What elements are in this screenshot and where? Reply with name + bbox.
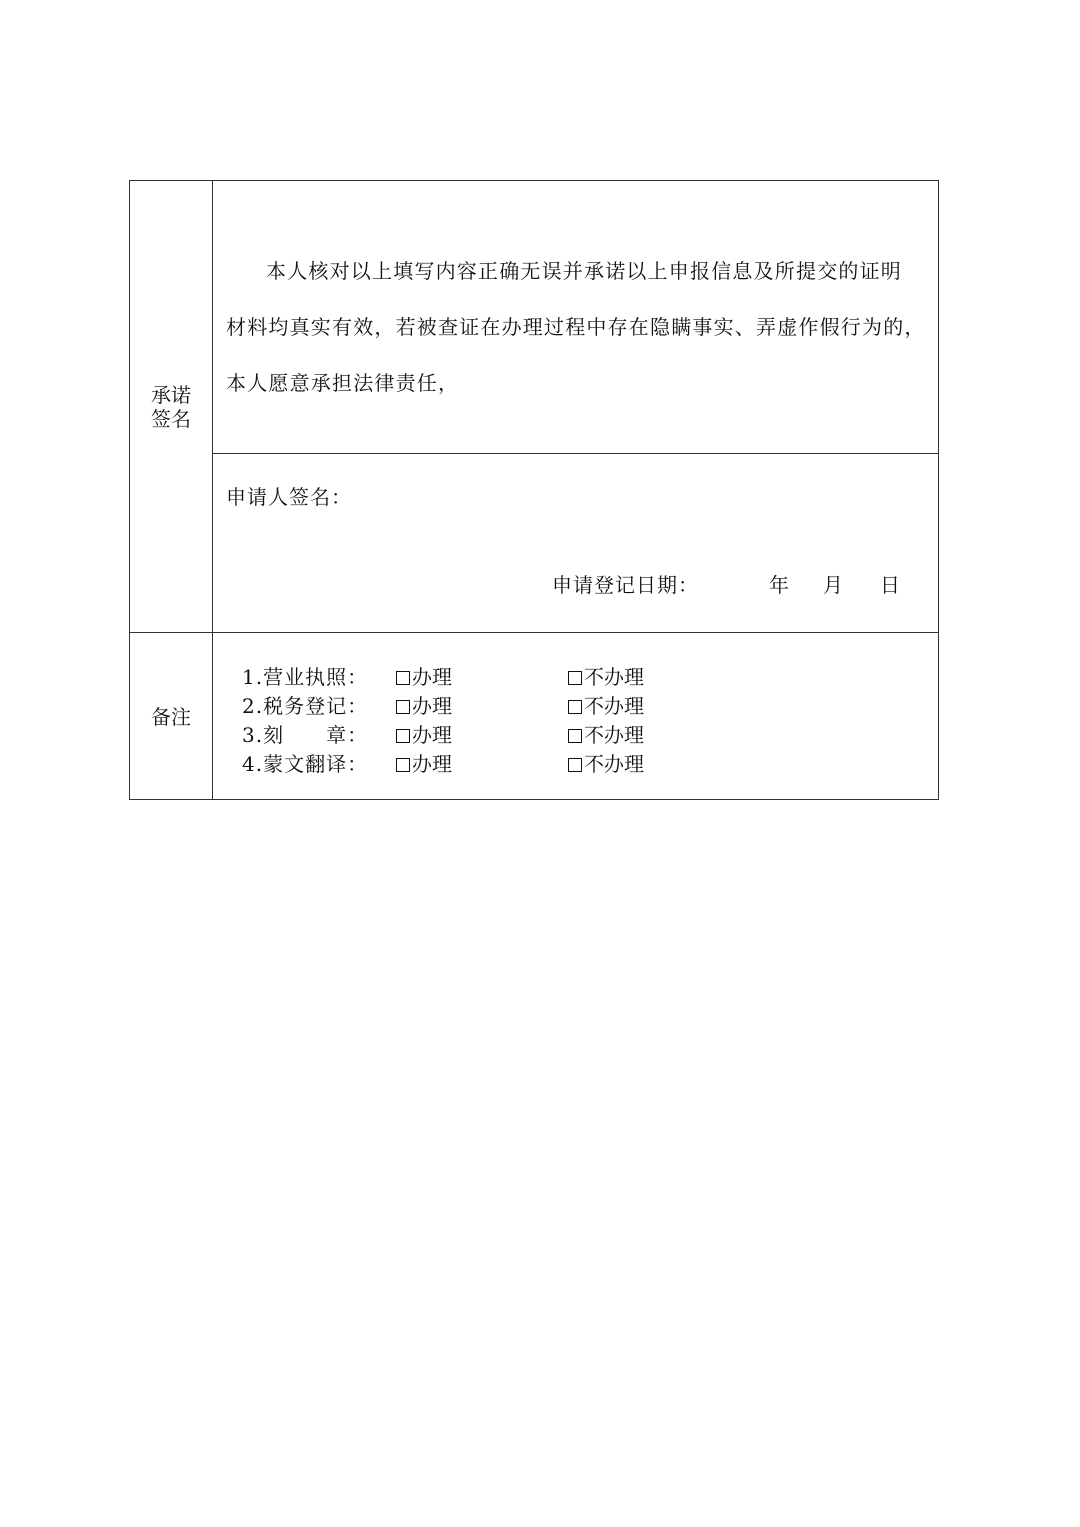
checkbox-icon[interactable] [568,700,582,714]
registration-date-label: 申请登记日期： [552,573,699,597]
option-handle[interactable] [396,663,452,692]
applicant-signature-label: 申请人签名： [226,485,352,509]
option-not-handle-label: 不办理 [584,752,644,776]
column-divider [212,181,213,799]
commitment-statement [226,243,932,411]
checkbox-icon[interactable] [568,758,582,772]
commitment-remark-divider [130,632,938,633]
remark-list [242,663,842,779]
option-handle[interactable] [396,721,452,750]
option-handle-label: 办理 [412,752,452,776]
option-handle[interactable] [396,692,452,721]
option-not-handle-label: 不办理 [584,694,644,718]
option-not-handle[interactable] [568,721,644,750]
checkbox-icon[interactable] [396,729,410,743]
checkbox-icon[interactable] [396,671,410,685]
remark-label: 备注 [151,705,191,729]
remark-item-name: 3.刻 章： [242,723,369,747]
remark-item-name: 4.蒙文翻译： [242,752,369,776]
statement-line: 本人核对以上填写内容正确无误并承诺以上申报信息及所提交的证明 [266,259,902,283]
checkbox-icon[interactable] [568,729,582,743]
option-handle[interactable] [396,750,452,779]
commitment-label-line2: 签名 [151,407,191,431]
date-year-label: 年 [769,573,789,597]
option-handle-label: 办理 [412,665,452,689]
remark-item-business-license [242,663,842,692]
remark-item-name: 1.营业执照： [242,665,369,689]
option-not-handle-label: 不办理 [584,723,644,747]
statement-signature-divider [212,453,938,454]
statement-line: 本人愿意承担法律责任， [226,371,460,395]
remark-item-seal-engraving [242,721,842,750]
form-table [129,180,939,800]
checkbox-icon[interactable] [568,671,582,685]
option-handle-label: 办理 [412,694,452,718]
option-not-handle-label: 不办理 [584,665,644,689]
remark-item-mongolian-translation [242,750,842,779]
remark-item-name: 2.税务登记： [242,694,369,718]
date-day-label: 日 [880,573,900,597]
remark-item-tax-registration [242,692,842,721]
option-not-handle[interactable] [568,692,644,721]
commitment-label-line1: 承诺 [151,383,191,407]
option-not-handle[interactable] [568,663,644,692]
checkbox-icon[interactable] [396,700,410,714]
statement-line: 材料均真实有效，若被查证在办理过程中存在隐瞒事实、弄虚作假行为的， [226,315,926,339]
checkbox-icon[interactable] [396,758,410,772]
commitment-signature-label [130,383,212,431]
option-handle-label: 办理 [412,723,452,747]
option-not-handle[interactable] [568,750,644,779]
date-month-label: 月 [823,573,843,597]
